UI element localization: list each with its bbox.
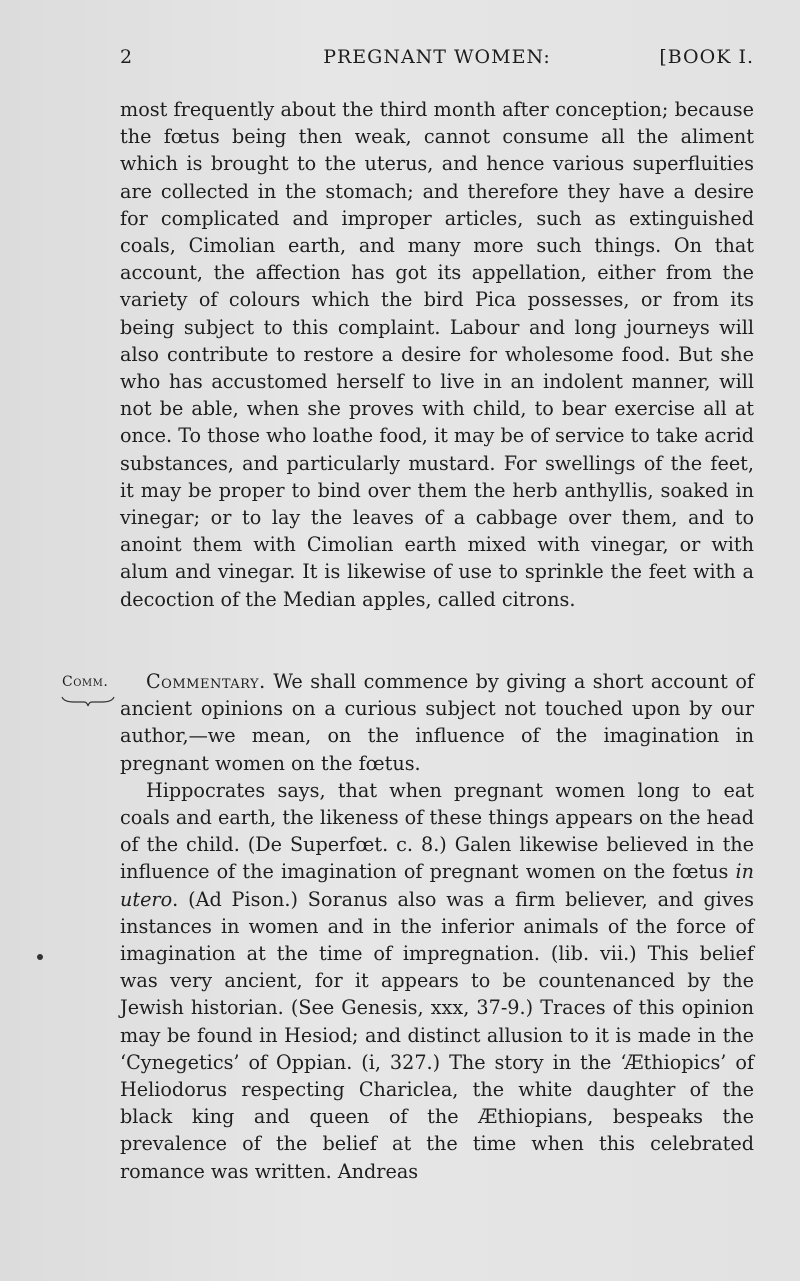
margin-brace-icon — [60, 695, 116, 707]
commentary-label: Commentary. — [146, 670, 266, 693]
hippocrates-text-part1: Hippocrates says, that when pregnant women long to eat coals and earth, the likeness of these things appears on the head of the child. (De Superfœt. c. 8.) Galen likewise believed in the influence of the imagination of pregnant women on the fœtus — [120, 778, 754, 884]
book-reference: [BOOK I. — [659, 46, 754, 68]
hippocrates-text-part2: . (Ad Pison.) Soranus also was a firm believer, and gives instances in women and in the inferior animals of the force of imagination at the time of impregnation. (lib. vii.) This belief was very ancient, for it appears to be countenanced by the Jewish historian. (See Genesis, xxx, 37-9.) Traces of this opinion may be found in Hesiod; and distinct allusion to it is made in the ‘Cynegetics’ of Oppian. (i, 327.) The story in the ‘Æthiopics’ of Heliodorus respecting Chariclea, the white daughter of the black king and queen of the Æthiopians, bespeaks the prevalence of the belief at the time when this celebrated romance was written. Andreas — [120, 887, 754, 1183]
in-utero-italic: in utero — [120, 860, 754, 911]
text-block-commentary — [120, 668, 754, 1185]
paragraph-continuation: most frequently about the third month after conception; because the fœtus being then weak, cannot consume all the aliment which is brought to the uterus, and hence various superfluities are collected in the stomach; and therefore they have a desire for complicated and improper articles, such as extinguished coals, Cimolian earth, and many more such things. On that account, the affection has got its appellation, either from the variety of colours which the bird Pica possesses, or from its being subject to this complaint. Labour and long journeys will also contribute to restore a desire for wholesome food. But she who has accustomed herself to live in an indolent manner, will not be able, when she proves with child, to bear exercise all at once. To those who loathe food, it may be of service to take acrid substances, and particularly mustard. For swellings of the feet, it may be proper to bind over them the herb anthyllis, soaked in vinegar; or to lay the leaves of a cabbage over them, and to anoint them with Cimolian earth mixed with vinegar, or with alum and vinegar. It is likewise of use to sprinkle the feet with a decoction of the Median apples, called citrons. — [120, 98, 754, 611]
page-header — [120, 46, 754, 76]
ink-spot — [37, 954, 43, 960]
commentary-paragraph — [120, 668, 754, 777]
page-number: 2 — [120, 46, 133, 68]
running-title: PREGNANT WOMEN: — [323, 46, 551, 68]
commentary-text: We shall commence by giving a short account of ancient opinions on a curious subject not touched upon by our author,—we mean, on the influence of the imagination in pregnant women on the fœtus. — [120, 670, 754, 775]
margin-note-comm: Comm. — [62, 674, 109, 690]
hippocrates-paragraph — [120, 777, 754, 1185]
text-block-main — [120, 96, 754, 613]
